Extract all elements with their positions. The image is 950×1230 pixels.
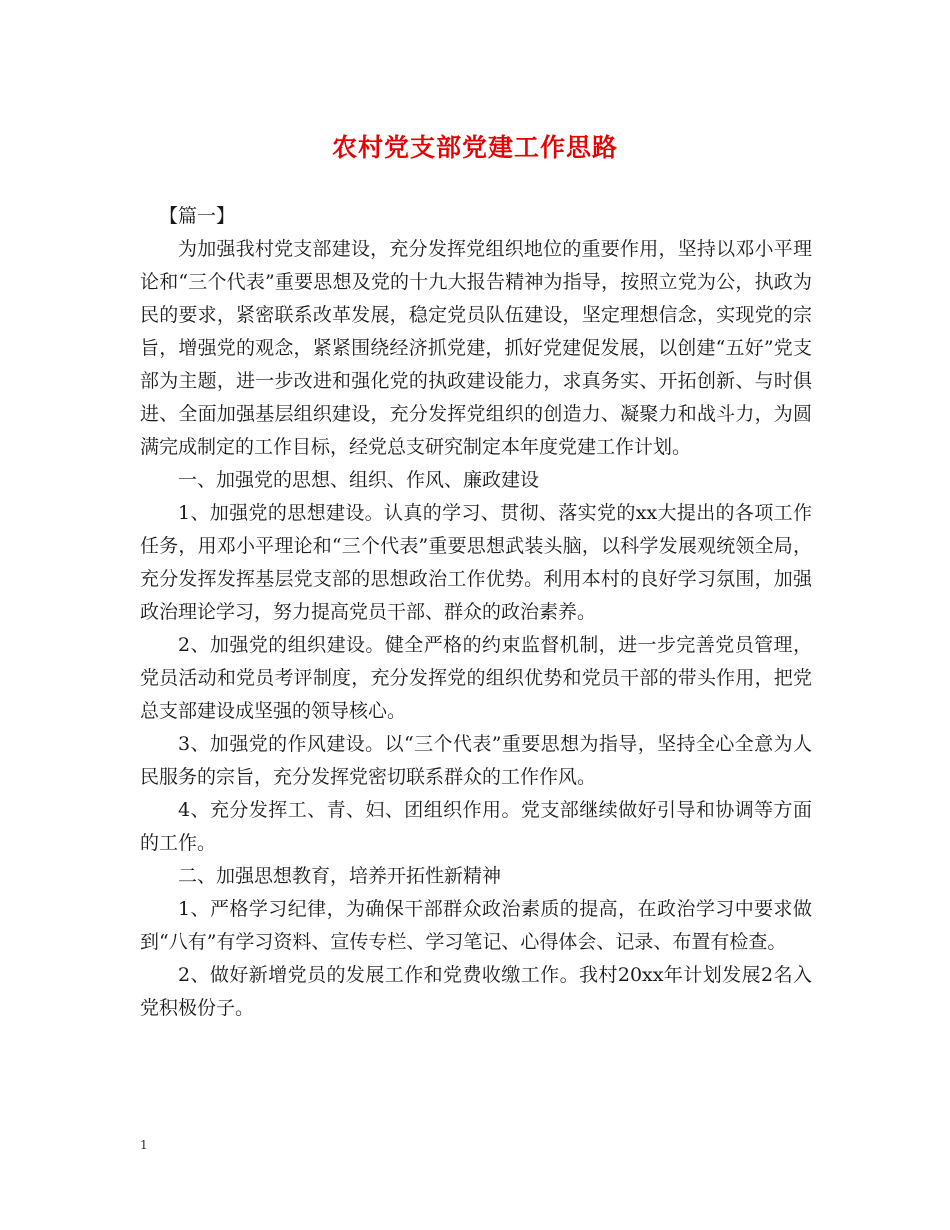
paragraph-work-style: 3、加强党的作风建设。以“三个代表”重要思想为指导，坚持全心全意为人民服务的宗旨，充分发挥党密切联系群众的工作作风。 <box>140 733 812 788</box>
document-title: 农村党支部党建工作思路 <box>331 133 618 162</box>
page-number: 1 <box>140 1138 148 1152</box>
section-label: 【篇一】 <box>159 205 236 227</box>
heading-section-two: 二、加强思想教育，培养开拓性新精神 <box>178 865 502 887</box>
paragraph-new-members: 2、做好新增党员的发展工作和党费收缴工作。我村20xx年计划发展2名入党积极份子。 <box>140 964 812 1019</box>
paragraph-ideology: 1、加强党的思想建设。认真的学习、贯彻、落实党的xx大提出的各项工作任务，用邓小平理论和“三个代表”重要思想武装头脑，以科学发展观统领全局，充分发挥发挥基层党支部的思想政治工作优势。利用本村的良好学习氛围，加强政治理论学习，努力提高党员干部、群众的政治素养。 <box>140 502 812 623</box>
paragraph-intro: 为加强我村党支部建设，充分发挥党组织地位的重要作用，坚持以邓小平理论和“三个代表”重要思想及党的十九大报告精神为指导，按照立党为公，执政为民的要求，紧密联系改革发展，稳定党员队伍建设，坚定理想信念，实现党的宗旨，增强党的观念，紧紧围绕经济抓党建，抓好党建促发展，以创建“五好”党支部为主题，进一步改进和强化党的执政建设能力，求真务实、开拓创新、与时俱进、全面加强基层组织建设，充分发挥党组织的创造力、凝聚力和战斗力，为圆满完成制定的工作目标，经党总支研究制定本年度党建工作计划。 <box>140 238 812 458</box>
paragraph-study-discipline: 1、严格学习纪律，为确保干部群众政治素质的提高，在政治学习中要求做到“八有”有学习资料、宣传专栏、学习笔记、心得体会、记录、布置有检查。 <box>140 898 812 953</box>
paragraph-organization: 2、加强党的组织建设。健全严格的约束监督机制，进一步完善党员管理，党员活动和党员考评制度，充分发挥党的组织优势和党员干部的带头作用，把党总支部建设成坚强的领导核心。 <box>140 634 812 722</box>
paragraph-mass-organizations: 4、充分发挥工、青、妇、团组织作用。党支部继续做好引导和协调等方面的工作。 <box>140 799 812 854</box>
heading-section-one: 一、加强党的思想、组织、作风、廉政建设 <box>178 469 540 491</box>
document-body <box>140 200 812 1025</box>
